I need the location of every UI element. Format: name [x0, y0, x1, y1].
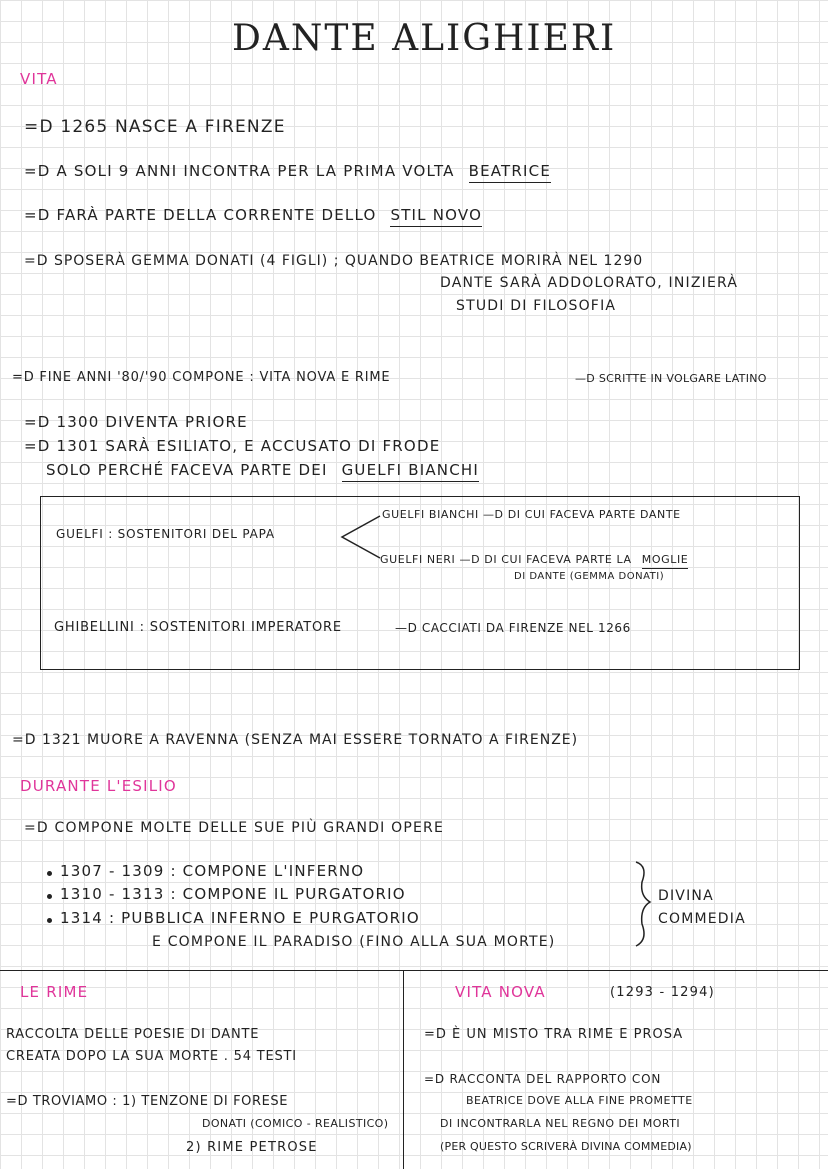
rime-desc-2: CREATA DOPO LA SUA MORTE . 54 TESTI	[6, 1049, 297, 1064]
esilio-intro: =D COMPONE MOLTE DELLE SUE PIÙ GRANDI OPERE	[24, 820, 445, 836]
vita-item-beatrice-text: =D A SOLI 9 ANNI INCONTRA PER LA PRIMA VOLTA	[24, 162, 455, 180]
stil-novo-underlined: STIL NOVO	[390, 206, 482, 227]
vita-item-solo-perche-text: SOLO PERCHÉ FACEVA PARTE DEI	[46, 461, 328, 479]
guelfi-bianchi-line: GUELFI BIANCHI —D DI CUI FACEVA PARTE DANTE	[382, 508, 681, 521]
vita-item-birth: =D 1265 NASCE A FIRENZE	[24, 117, 286, 137]
vita-item-gemma: =D SPOSERÀ GEMMA DONATI (4 FIGLI) ; QUANDO BEATRICE MORIRÀ NEL 1290	[24, 253, 644, 269]
work-inferno: 1307 - 1309 : COMPONE L'INFERNO	[60, 862, 365, 880]
guelfi-bianchi-underlined: GUELFI BIANCHI	[342, 461, 479, 482]
vita-item-scritte: —D SCRITTE IN VOLGARE LATINO	[575, 372, 767, 385]
work-pubblica: 1314 : PUBBLICA INFERNO E PURGATORIO	[60, 909, 420, 927]
morte-line: =D 1321 MUORE A RAVENNA (SENZA MAI ESSERE TORNATO A FIRENZE)	[12, 732, 579, 748]
rime-desc-1: RACCOLTA DELLE POESIE DI DANTE	[6, 1027, 260, 1042]
divina-commedia-line-1: DIVINA	[658, 888, 714, 904]
guelfi-label: GUELFI : SOSTENITORI DEL PAPA	[56, 527, 275, 541]
section-heading-vita-nova: VITA NOVA	[455, 983, 546, 1001]
section-heading-rime: LE RIME	[20, 983, 89, 1001]
page-title: DANTE ALIGHIERI	[232, 18, 617, 59]
vita-item-gemma-cont-2: STUDI DI FILOSOFIA	[456, 298, 617, 314]
guelfi-neri-cont: DI DANTE (GEMMA DONATI)	[514, 571, 665, 582]
vita-item-fine-anni: =D FINE ANNI '80/'90 COMPONE : VITA NOVA E RIME	[12, 370, 391, 385]
work-paradiso: E COMPONE IL PARADISO (FINO ALLA SUA MORTE)	[152, 934, 556, 950]
ghibellini-cacciati: —D CACCIATI DA FIRENZE NEL 1266	[395, 621, 631, 635]
vita-item-esiliato: =D 1301 SARÀ ESILIATO, E ACCUSATO DI FRODE	[24, 437, 441, 455]
vita-nova-years: (1293 - 1294)	[610, 985, 715, 1000]
rime-troviamo-2: DONATI (COMICO - REALISTICO)	[202, 1117, 389, 1130]
divina-commedia-line-2: COMMEDIA	[658, 911, 746, 927]
vita-nova-line-2: =D RACCONTA DEL RAPPORTO CON	[424, 1072, 662, 1086]
rime-troviamo-3: 2) RIME PETROSE	[186, 1140, 318, 1155]
vita-item-stil-novo-text: =D FARÀ PARTE DELLA CORRENTE DELLO	[24, 206, 377, 224]
vita-item-gemma-cont-1: DANTE SARÀ ADDOLORATO, INIZIERÀ	[440, 275, 739, 291]
work-purgatorio: 1310 - 1313 : COMPONE IL PURGATORIO	[60, 885, 406, 903]
ghibellini-label: GHIBELLINI : SOSTENITORI IMPERATORE	[54, 620, 342, 635]
vita-nova-line-3: BEATRICE DOVE ALLA FINE PROMETTE	[466, 1094, 693, 1107]
moglie-underlined: MOGLIE	[642, 553, 689, 569]
guelfi-branch-lines	[342, 516, 380, 558]
divina-commedia-brace	[636, 862, 650, 946]
vita-item-priore: =D 1300 DIVENTA PRIORE	[24, 413, 248, 431]
section-heading-vita: VITA	[20, 70, 58, 88]
vita-nova-line-1: =D È UN MISTO TRA RIME E PROSA	[424, 1027, 684, 1042]
rime-troviamo: =D TROVIAMO : 1) TENZONE DI FORESE	[6, 1094, 289, 1109]
vita-nova-line-4: DI INCONTRARLA NEL REGNO DEI MORTI	[440, 1117, 681, 1130]
section-heading-esilio: DURANTE L'ESILIO	[20, 777, 177, 795]
beatrice-underlined: BEATRICE	[469, 162, 551, 183]
vita-nova-line-5: (PER QUESTO SCRIVERÀ DIVINA COMMEDIA)	[440, 1140, 692, 1153]
guelfi-neri-text: GUELFI NERI —D DI CUI FACEVA PARTE LA	[380, 553, 632, 566]
